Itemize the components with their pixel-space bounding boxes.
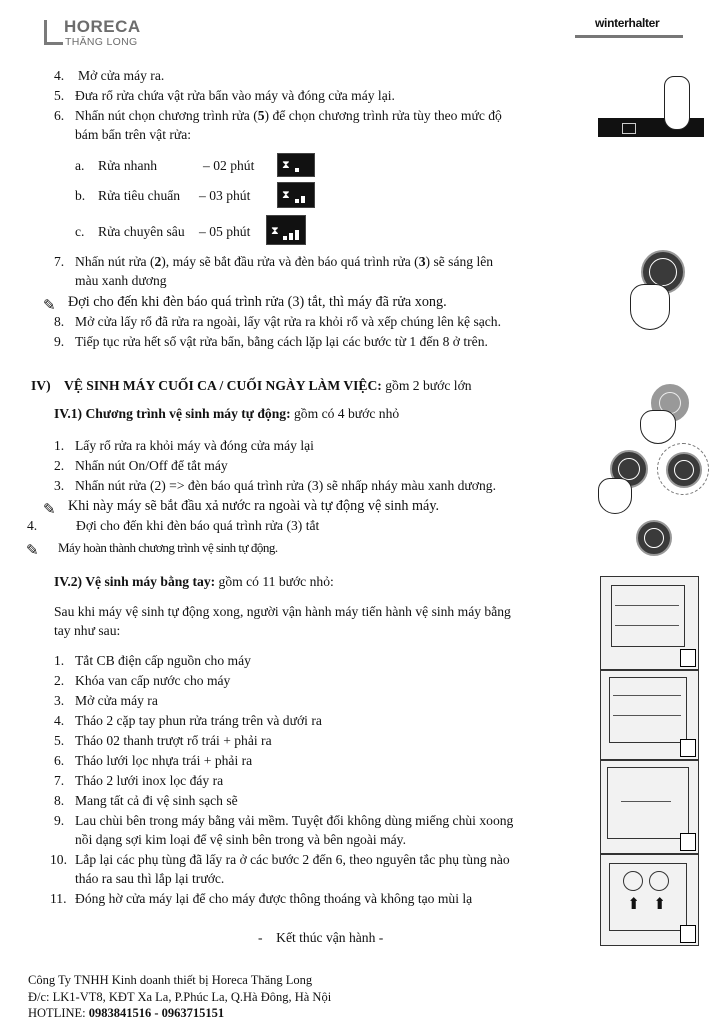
step-number: 11. [50, 891, 67, 906]
step-text: Đóng hờ cửa máy lại để cho máy được thông thoáng và không tạo mùi lạ [75, 891, 473, 906]
step-text: Mang tất cả đi vệ sinh sạch sẽ [75, 793, 238, 808]
step-text: Tháo lưới lọc nhựa trái + phải ra [75, 753, 253, 768]
program-letter: a. [75, 158, 85, 173]
step-number: 6. [54, 108, 65, 123]
step-text: Lấy rổ rửa ra khỏi máy và đóng cửa máy lại [75, 438, 314, 453]
note-icon: ✎ [43, 500, 56, 518]
note-text: Đợi cho đến khi đèn báo quá trình rửa (3) tắt, thì máy đã rửa xong. [68, 294, 447, 310]
step-text: Tháo 2 cặp tay phun rửa tráng trên và dưới ra [75, 713, 322, 728]
program-letter: c. [75, 224, 85, 239]
section-number: IV) [31, 378, 51, 393]
step-text: Lau chùi bên trong máy bằng vải mềm. Tuyệt đối không dùng miếng chùi xoong [75, 813, 514, 828]
step-text-cont: nồi dạng sợi kim loại để vệ sinh bên trong và bên ngoài máy. [75, 832, 406, 847]
step-text: Mở cửa lấy rổ đã rửa ra ngoài, lấy vật rửa ra khỏi rổ và xếp chúng lên kệ sạch. [75, 314, 501, 329]
step-number: 2. [54, 458, 65, 473]
logo-mark [44, 20, 63, 45]
step-number: 6. [54, 753, 65, 768]
spray-arms-photo [600, 670, 699, 760]
hourglass-icon: ⧗ [282, 188, 290, 201]
filter-left [623, 871, 643, 891]
step-text: Tháo 2 lưới inox lọc đáy ra [75, 773, 224, 788]
step-text: Lắp lại các phụ tùng đã lấy ra ở các bước 2 đến 6, theo nguyên tắc phụ tùng nào [75, 852, 510, 867]
level-bar [295, 230, 299, 240]
note-icon: ✎ [26, 541, 39, 559]
arrow-up-icon: ⬆ [653, 896, 667, 913]
step-number: 3. [54, 693, 65, 708]
end-of-operation: - Kết thúc vận hành - [258, 930, 384, 945]
hourglass-icon: ⧗ [271, 224, 279, 237]
step-text: Tháo 02 thanh trượt rổ trái + phải ra [75, 733, 272, 748]
step-number: 4. [54, 68, 65, 83]
step-number: 8. [54, 314, 65, 329]
step-number: 9. [54, 813, 65, 828]
step-number: 1. [54, 653, 65, 668]
step-text: Mở cửa máy ra [75, 693, 158, 708]
step-text: Khóa van cấp nước cho máy [75, 673, 231, 688]
program-icon-intensive [266, 215, 306, 245]
step-number: 2. [54, 673, 65, 688]
filter-right [649, 871, 669, 891]
step-text: Tắt CB điện cấp nguồn cho máy [75, 653, 251, 668]
program-name: Rửa chuyên sâu [98, 224, 185, 239]
hourglass-icon: ⧗ [282, 158, 290, 171]
level-bar [289, 233, 293, 240]
step-number: 1. [54, 438, 65, 453]
cleaning-inside-photo [600, 760, 699, 854]
step-number: 8. [54, 793, 65, 808]
program-icon-standard [277, 182, 315, 208]
step-number: 5. [54, 88, 65, 103]
hand-icon [598, 478, 632, 514]
logo-line2: THĂNG LONG [65, 36, 138, 48]
step-text: Nhấn nút chọn chương trình rửa (5) để chọn chương trình rửa tùy theo mức độ [75, 108, 502, 123]
filters-photo [600, 854, 699, 946]
step-text: Đợi cho đến khi đèn báo quá trình rửa (3) tắt [76, 518, 320, 533]
intro-text-cont: tay như sau: [54, 623, 121, 638]
note-icon: ✎ [43, 296, 56, 314]
level-bar [295, 168, 299, 172]
subsection-title: IV.1) Chương trình vệ sinh máy tự động: gồm có 4 bước nhỏ [54, 406, 400, 421]
program-time: – 02 phút [203, 158, 255, 173]
level-bar [295, 199, 299, 203]
step-number: 5. [54, 733, 65, 748]
program-name: Rửa nhanh [98, 158, 158, 173]
section-title: VỆ SINH MÁY CUỐI CA / CUỐI NGÀY LÀM VIỆC: gồm 2 bước lớn [64, 378, 472, 393]
level-bar [283, 236, 287, 240]
note-text: Khi này máy sẽ bắt đầu xả nước ra ngoài và tự động vệ sinh máy. [68, 498, 440, 514]
light-off-illustration [636, 520, 672, 556]
step-text: Nhấn nút rửa (2), máy sẽ bắt đầu rửa và đèn báo quá trình rửa (3) sẽ sáng lên [75, 254, 494, 269]
program-icon-quick [277, 153, 315, 177]
logo-line1: HORECA [64, 17, 141, 36]
note-text: Máy hoàn thành chương trình vệ sinh tự động. [58, 540, 278, 555]
hand-icon [630, 284, 670, 330]
footer-address: Đ/c: LK1-VT8, KĐT Xa La, P.Phúc La, Q.Hà Đông, Hà Nội [28, 990, 332, 1004]
step-text: Tiếp tục rửa hết số vật rửa bẩn, bằng cách lặp lại các bước từ 1 đến 8 ở trên. [75, 334, 488, 349]
subsection-title: IV.2) Vệ sinh máy bằng tay: gồm có 11 bước nhỏ: [54, 574, 334, 589]
hand-icon [640, 410, 676, 444]
step-text: Nhấn nút On/Off để tắt máy [75, 458, 228, 473]
company-logo [44, 16, 154, 50]
footer-company: Công Ty TNHH Kinh doanh thiết bị Horeca Thăng Long [28, 973, 313, 987]
arrow-up-icon: ⬆ [627, 896, 641, 913]
step-number: 4. [54, 713, 65, 728]
hand-pointer-icon [664, 76, 690, 130]
intro-text: Sau khi máy vệ sinh tự động xong, người vận hành máy tiến hành vệ sinh máy bằng [54, 604, 511, 619]
step-text-cont: bám bẩn trên vật rửa: [75, 127, 192, 142]
step-text-cont: màu xanh dương [75, 273, 167, 288]
program-time: – 05 phút [199, 224, 251, 239]
brand-logo: winterhalter [595, 16, 660, 30]
step-number: 10. [50, 852, 67, 867]
brand-underline [575, 35, 683, 38]
program-letter: b. [75, 188, 86, 203]
program-name: Rửa tiêu chuẩn [98, 188, 181, 203]
step-text: Mở cửa máy ra. [78, 68, 165, 83]
step-text: Nhấn nút rửa (2) => đèn báo quá trình rửa (3) sẽ nhấp nháy màu xanh dương. [75, 478, 496, 493]
program-time: – 03 phút [199, 188, 251, 203]
step-number: 4. [27, 518, 38, 533]
step-number: 3. [54, 478, 65, 493]
step-number: 7. [54, 254, 65, 269]
program-indicator-icon [622, 123, 636, 134]
step-text-cont: tháo ra sau thì lắp lại trước. [75, 871, 225, 886]
level-bar [301, 196, 305, 203]
step-number: 7. [54, 773, 65, 788]
step-text: Đưa rổ rửa chứa vật rửa bẩn vào máy và đóng cửa máy lại. [75, 88, 395, 103]
blink-rays [657, 443, 709, 495]
control-panel-illustration [598, 76, 706, 142]
footer-hotline: HOTLINE: 0983841516 - 0963715151 [28, 1006, 225, 1020]
step-number: 9. [54, 334, 65, 349]
machine-open-photo [600, 576, 699, 670]
